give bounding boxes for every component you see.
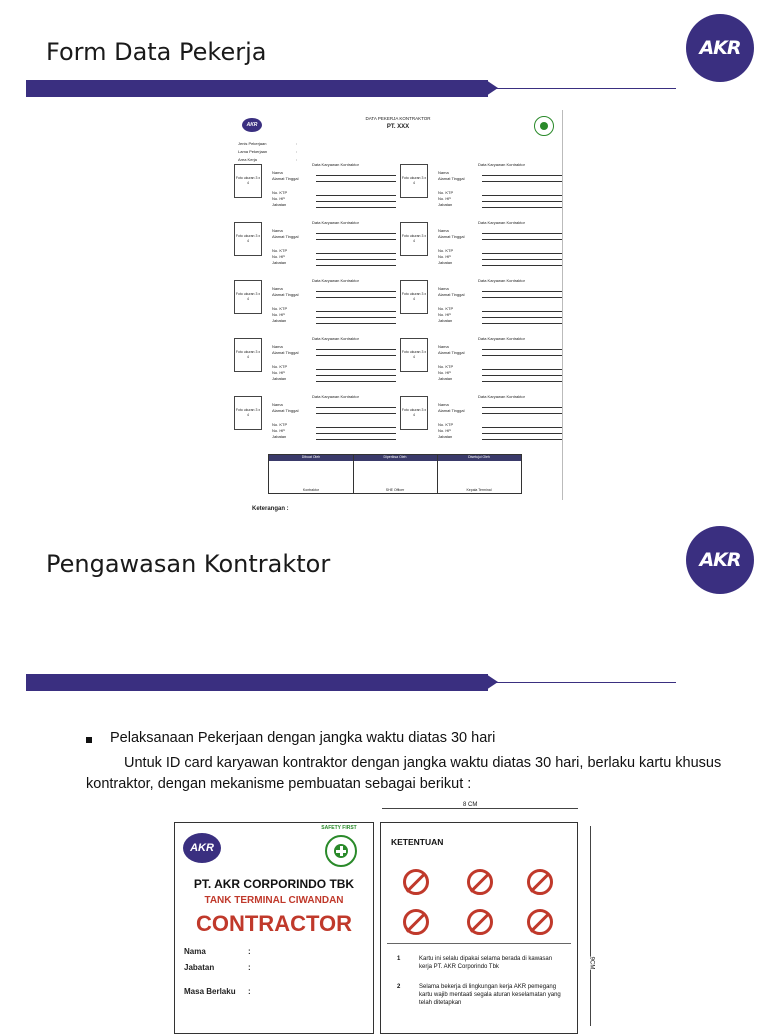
card-field-line	[482, 381, 562, 382]
worker-card	[400, 394, 560, 448]
card-title: Data Karyawan Kontraktor	[312, 278, 359, 283]
card-title: Data Karyawan Kontraktor	[478, 336, 525, 341]
card-field-label: No. HP	[272, 254, 285, 259]
no-smoking-icon	[403, 869, 429, 895]
card-field-line	[482, 207, 562, 208]
card-field-label: No. KTP	[438, 306, 454, 311]
card-field-line	[316, 407, 396, 408]
safety-first-icon	[325, 835, 357, 867]
card-field-line	[482, 253, 562, 254]
photo-placeholder: Foto ukuran 3 x 4	[400, 396, 428, 430]
no-camera-icon	[527, 869, 553, 895]
photo-placeholder: Foto ukuran 3 x 4	[400, 222, 428, 256]
card-field-label: Alamat Tinggal	[272, 176, 299, 181]
card-field-line	[316, 311, 396, 312]
height-dimension-label: 9CM	[588, 956, 595, 970]
photo-placeholder: Foto ukuran 3 x 4	[234, 280, 262, 314]
card-field-label: Nama	[272, 402, 283, 407]
worker-card	[400, 278, 560, 332]
worker-card	[234, 278, 394, 332]
card-field-label: Alamat Tinggal	[272, 292, 299, 297]
card-field-label: Alamat Tinggal	[438, 176, 465, 181]
card-field-label: No. HP	[272, 370, 285, 375]
card-field-label: Nama	[272, 344, 283, 349]
card-field-label: Alamat Tinggal	[272, 234, 299, 239]
card-field-label: Alamat Tinggal	[438, 234, 465, 239]
card-field-line	[316, 265, 396, 266]
slide-title: Pengawasan Kontraktor	[46, 550, 331, 578]
card-field-line	[482, 433, 562, 434]
card-field-label: No. KTP	[438, 190, 454, 195]
no-fire-icon	[467, 869, 493, 895]
doc-meta: Jenis Pekerjaan : Lama Pekerjaan : Area Kerja :	[238, 141, 298, 162]
title-underline-thin	[496, 682, 676, 683]
card-title: Data Karyawan Kontraktor	[478, 162, 525, 167]
rules-title: KETENTUAN	[391, 837, 444, 847]
card-field-label: Nama	[438, 286, 449, 291]
card-field-label: No. HP	[438, 370, 451, 375]
card-field-label: Nama	[438, 228, 449, 233]
card-field-line	[482, 439, 562, 440]
doc-akr-logo: AKR	[242, 118, 262, 132]
card-field-label: Jabatan	[438, 202, 453, 207]
card-field-label: No. KTP	[438, 422, 454, 427]
width-dimension-label: 8 CM	[460, 802, 480, 808]
card-field-label: No. HP	[272, 196, 285, 201]
card-field-line	[482, 175, 562, 176]
width-dimension-line	[382, 808, 578, 809]
card-title: Data Karyawan Kontraktor	[312, 394, 359, 399]
card-field-line	[482, 369, 562, 370]
card-field-line	[316, 349, 396, 350]
card-field-line	[316, 259, 396, 260]
card-field-label: Jabatan	[272, 202, 287, 207]
card-field-label: No. KTP	[438, 248, 454, 253]
card-field-line	[482, 427, 562, 428]
doc-header-company: PT. XXX	[386, 124, 410, 130]
card-title: Data Karyawan Kontraktor	[312, 162, 359, 167]
card-field-label: No. KTP	[272, 306, 288, 311]
card-field-line	[316, 291, 396, 292]
worker-card	[234, 336, 394, 390]
card-title: Data Karyawan Kontraktor	[312, 220, 359, 225]
card-field-line	[482, 413, 562, 414]
bullet-marker	[86, 737, 92, 743]
card-field-label: No. KTP	[438, 364, 454, 369]
id-terminal: TANK TERMINAL CIWANDAN	[204, 895, 344, 906]
card-field-line	[316, 413, 396, 414]
title-underline-bar	[26, 80, 488, 97]
card-title: Data Karyawan Kontraktor	[478, 278, 525, 283]
card-title: Data Karyawan Kontraktor	[312, 336, 359, 341]
card-field-line	[316, 297, 396, 298]
card-field-label: Jabatan	[438, 318, 453, 323]
photo-placeholder: Foto ukuran 3 x 4	[234, 338, 262, 372]
card-field-line	[316, 355, 396, 356]
photo-placeholder: Foto ukuran 3 x 4	[234, 396, 262, 430]
card-field-label: No. KTP	[272, 422, 288, 427]
card-field-line	[482, 407, 562, 408]
card-field-line	[316, 201, 396, 202]
title-underline-bar	[26, 674, 488, 691]
card-field-line	[482, 201, 562, 202]
card-field-label: No. KTP	[272, 190, 288, 195]
card-field-label: Jabatan	[272, 260, 287, 265]
card-field-label: Jabatan	[438, 434, 453, 439]
card-field-line	[482, 355, 562, 356]
card-field-label: Nama	[438, 402, 449, 407]
contractor-id-card	[174, 822, 374, 1034]
card-field-line	[316, 233, 396, 234]
card-field-label: No. HP	[438, 196, 451, 201]
worker-card	[400, 162, 560, 216]
card-field-label: Alamat Tinggal	[438, 292, 465, 297]
card-field-line	[316, 175, 396, 176]
safety-first-label: SAFETY FIRST	[321, 825, 357, 831]
card-field-label: Jabatan	[438, 376, 453, 381]
card-field-line	[482, 181, 562, 182]
card-title: Data Karyawan Kontraktor	[478, 394, 525, 399]
card-field-label: Alamat Tinggal	[272, 350, 299, 355]
card-field-line	[482, 291, 562, 292]
form-document-image	[234, 110, 564, 512]
akr-logo: AKR	[183, 833, 221, 863]
card-field-line	[482, 375, 562, 376]
card-field-line	[482, 311, 562, 312]
akr-logo: AKR	[686, 526, 754, 594]
rules-card: KETENTUAN 1 Kartu ini selalu dipakai selama berada di kawasan kerja PT. AKR Corporindo Tbk 2 Selama bekerja di lingkungan kerja AKR pemegang kartu wajib mentaati segala aturan keselamatan yang telah ditetapkan	[380, 822, 578, 1034]
card-field-label: Nama	[272, 286, 283, 291]
card-field-label: Nama	[438, 170, 449, 175]
id-contractor-label: CONTRACTOR	[195, 911, 353, 936]
id-field-masa-berlaku: Masa Berlaku :	[184, 987, 251, 996]
card-field-line	[482, 317, 562, 318]
card-field-line	[482, 265, 562, 266]
card-field-line	[482, 297, 562, 298]
card-field-label: Jabatan	[272, 434, 287, 439]
card-field-line	[316, 239, 396, 240]
card-field-line	[316, 439, 396, 440]
id-field-jabatan: Jabatan :	[184, 963, 251, 972]
photo-placeholder: Foto ukuran 3 x 4	[234, 164, 262, 198]
no-spark-icon	[467, 909, 493, 935]
card-field-label: Jabatan	[272, 318, 287, 323]
card-field-label: Jabatan	[438, 260, 453, 265]
photo-placeholder: Foto ukuran 3 x 4	[234, 222, 262, 256]
signature-table: Dibuat Oleh Diperiksa Oleh Disetujui Oleh Kontraktor SHE Officer Kepala Terminal	[268, 454, 522, 494]
card-field-label: Alamat Tinggal	[438, 408, 465, 413]
card-field-line	[316, 375, 396, 376]
card-field-line	[482, 239, 562, 240]
card-field-label: No. HP	[438, 312, 451, 317]
photo-placeholder: Foto ukuran 3 x 4	[400, 338, 428, 372]
worker-card	[234, 220, 394, 274]
id-field-nama: Nama :	[184, 947, 251, 956]
card-field-label: Alamat Tinggal	[438, 350, 465, 355]
photo-placeholder: Foto ukuran 3 x 4	[400, 164, 428, 198]
card-field-label: No. HP	[272, 312, 285, 317]
card-field-line	[316, 381, 396, 382]
photo-placeholder: Foto ukuran 3 x 4	[400, 280, 428, 314]
card-field-label: No. HP	[438, 428, 451, 433]
card-field-line	[482, 323, 562, 324]
slide-form-data-pekerja	[0, 0, 768, 512]
paragraph: Untuk ID card karyawan kontraktor dengan jangka waktu diatas 30 hari, berlaku kartu khusus kontraktor, dengan mekanisme pembuatan sebagai berikut :	[86, 755, 722, 792]
card-field-line	[316, 317, 396, 318]
id-company: PT. AKR CORPORINDO TBK	[193, 877, 355, 891]
worker-card	[234, 162, 394, 216]
card-field-label: No. HP	[438, 254, 451, 259]
doc-header-small: DATA PEKERJA KONTRAKTOR	[365, 116, 431, 121]
akr-logo: AKR	[686, 14, 754, 82]
card-field-label: Nama	[438, 344, 449, 349]
card-field-label: No. KTP	[272, 248, 288, 253]
card-field-label: Jabatan	[272, 376, 287, 381]
card-field-label: Alamat Tinggal	[272, 408, 299, 413]
card-field-label: Nama	[272, 170, 283, 175]
card-field-line	[316, 369, 396, 370]
bullet-text: Pelaksanaan Pekerjaan dengan jangka waktu diatas 30 hari	[110, 730, 496, 746]
card-field-line	[316, 207, 396, 208]
title-underline-thin	[496, 88, 676, 89]
worker-card	[400, 220, 560, 274]
card-field-line	[316, 195, 396, 196]
card-field-line	[316, 181, 396, 182]
card-field-line	[482, 233, 562, 234]
card-field-label: No. HP	[272, 428, 285, 433]
worker-card	[234, 394, 394, 448]
card-field-line	[482, 349, 562, 350]
card-field-line	[316, 427, 396, 428]
card-field-line	[316, 433, 396, 434]
card-field-label: No. KTP	[272, 364, 288, 369]
card-field-line	[482, 259, 562, 260]
worker-card	[400, 336, 560, 390]
card-field-line	[482, 195, 562, 196]
card-title: Data Karyawan Kontraktor	[478, 220, 525, 225]
height-dimension-line	[590, 826, 591, 1026]
no-phone-icon	[527, 909, 553, 935]
card-field-label: Nama	[272, 228, 283, 233]
card-field-line	[316, 253, 396, 254]
doc-notes: Keterangan :	[252, 506, 289, 512]
no-explosion-icon	[403, 909, 429, 935]
slide-title: Form Data Pekerja	[46, 38, 267, 66]
card-field-line	[316, 323, 396, 324]
